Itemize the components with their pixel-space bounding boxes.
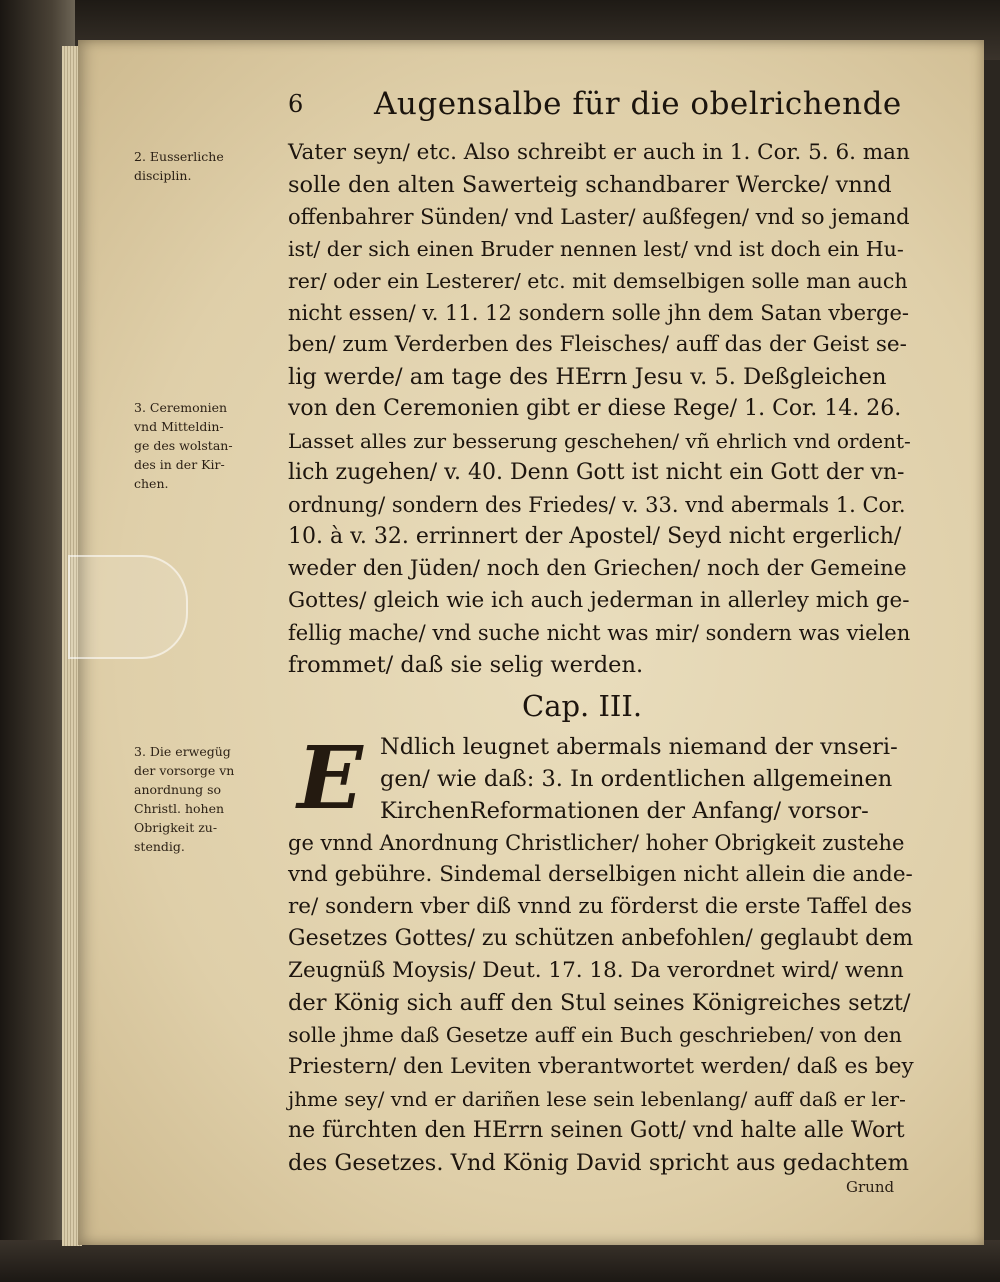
catchword: Grund — [846, 1178, 895, 1196]
text-line: solle den alten Sawerteig schandbarer Wercke/ vnnd — [288, 172, 892, 198]
text-line: nicht essen/ v. 11. 12 sondern solle jhn dem Satan vberge- — [288, 301, 910, 325]
text-line: offenbahrer Sünden/ vnd Laster/ außfegen/ vnd so jemand — [288, 205, 910, 229]
book-cover-bottom — [0, 1240, 1000, 1282]
text-line: solle jhme daß Gesetze auff ein Buch geschrieben/ von den — [288, 1023, 902, 1047]
page-number: 6 — [288, 90, 304, 118]
text-line: lig werde/ am tage des HErrn Jesu v. 5. Deßgleichen — [288, 364, 887, 390]
text-line: der König sich auff den Stul seines Königreiches setzt/ — [288, 990, 911, 1016]
margin-note-line: ge des wolstan- — [134, 438, 233, 453]
text-line: von den Ceremonien gibt er diese Rege/ 1. Cor. 14. 26. — [288, 396, 902, 421]
text-line: jhme sey/ vnd er dariñen lese sein lebenlang/ auff daß er ler- — [288, 1087, 906, 1111]
text-line: ne fürchten den HErrn seinen Gott/ vnd halte alle Wort — [288, 1118, 905, 1143]
margin-note-authority — [134, 742, 280, 856]
text-line: ben/ zum Verderben des Fleisches/ auff das der Geist se- — [288, 332, 907, 357]
margin-note-line: anordnung so — [134, 782, 222, 797]
text-line: weder den Jüden/ noch den Griechen/ noch der Gemeine — [288, 556, 907, 581]
text-line: lich zugehen/ v. 40. Denn Gott ist nicht ein Gott der vn- — [288, 460, 905, 485]
text-line: ist/ der sich einen Bruder nennen lest/ vnd ist doch ein Hu- — [288, 237, 904, 261]
text-line: Gesetzes Gottes/ zu schützen anbefohlen/ geglaubt dem — [288, 926, 914, 951]
margin-note-line: chen. — [134, 476, 169, 491]
margin-note-line: 2. Eusserliche — [134, 149, 224, 164]
text-line: 10. à v. 32. errinnert der Apostel/ Seyd nicht ergerlich/ — [288, 524, 902, 549]
decorated-initial: E — [297, 728, 363, 829]
chapter-heading: Cap. III. — [522, 689, 643, 723]
margin-note-line: 3. Die erwegüg — [134, 744, 231, 759]
text-line: Ndlich leugnet abermals niemand der vnseri- — [380, 734, 898, 760]
page-clip — [68, 555, 188, 659]
text-line: fellig mache/ vnd suche nicht was mir/ sondern was vielen — [288, 621, 911, 645]
text-line: rer/ oder ein Lesterer/ etc. mit demselbigen solle man auch — [288, 269, 908, 293]
running-title: Augensalbe für die obelrichende — [374, 86, 902, 122]
margin-note-line: Obrigkeit zu- — [134, 820, 218, 835]
text-line: Zeugnüß Moysis/ Deut. 17. 18. Da verordnet wird/ wenn — [288, 958, 904, 983]
margin-note-line: disciplin. — [134, 168, 192, 183]
margin-note-ceremonies — [134, 398, 280, 493]
text-line: ge vnnd Anordnung Christlicher/ hoher Obrigkeit zustehe — [288, 831, 905, 855]
margin-note-discipline — [134, 147, 280, 185]
margin-note-line: stendig. — [134, 839, 185, 854]
text-line: Gottes/ gleich wie ich auch jederman in allerley mich ge- — [288, 588, 910, 613]
text-line: Priestern/ den Leviten vberantwortet werden/ daß es bey — [288, 1054, 914, 1079]
margin-note-line: der vorsorge vn — [134, 763, 235, 778]
text-line: Vater seyn/ etc. Also schreibt er auch in 1. Cor. 5. 6. man — [288, 140, 910, 165]
text-line: vnd gebühre. Sindemal derselbigen nicht allein die ande- — [288, 862, 913, 887]
margin-note-line: vnd Mitteldin- — [134, 419, 224, 434]
margin-note-line: 3. Ceremonien — [134, 400, 228, 415]
text-line: re/ sondern vber diß vnnd zu förderst die erste Taffel des — [288, 894, 912, 919]
text-line: ordnung/ sondern des Friedes/ v. 33. vnd abermals 1. Cor. — [288, 493, 906, 517]
margin-note-line: Christl. hohen — [134, 801, 225, 816]
text-line: Lasset alles zur besserung geschehen/ vñ ehrlich vnd ordent- — [288, 429, 911, 453]
text-line: gen/ wie daß: 3. In ordentlichen allgemeinen — [380, 766, 893, 792]
text-line: frommet/ daß sie selig werden. — [288, 652, 644, 678]
margin-note-line: des in der Kir- — [134, 457, 225, 472]
page-header — [288, 84, 902, 128]
text-line: KirchenReformationen der Anfang/ vorsor- — [380, 798, 869, 824]
text-line: des Gesetzes. Vnd König David spricht aus gedachtem — [288, 1150, 909, 1176]
